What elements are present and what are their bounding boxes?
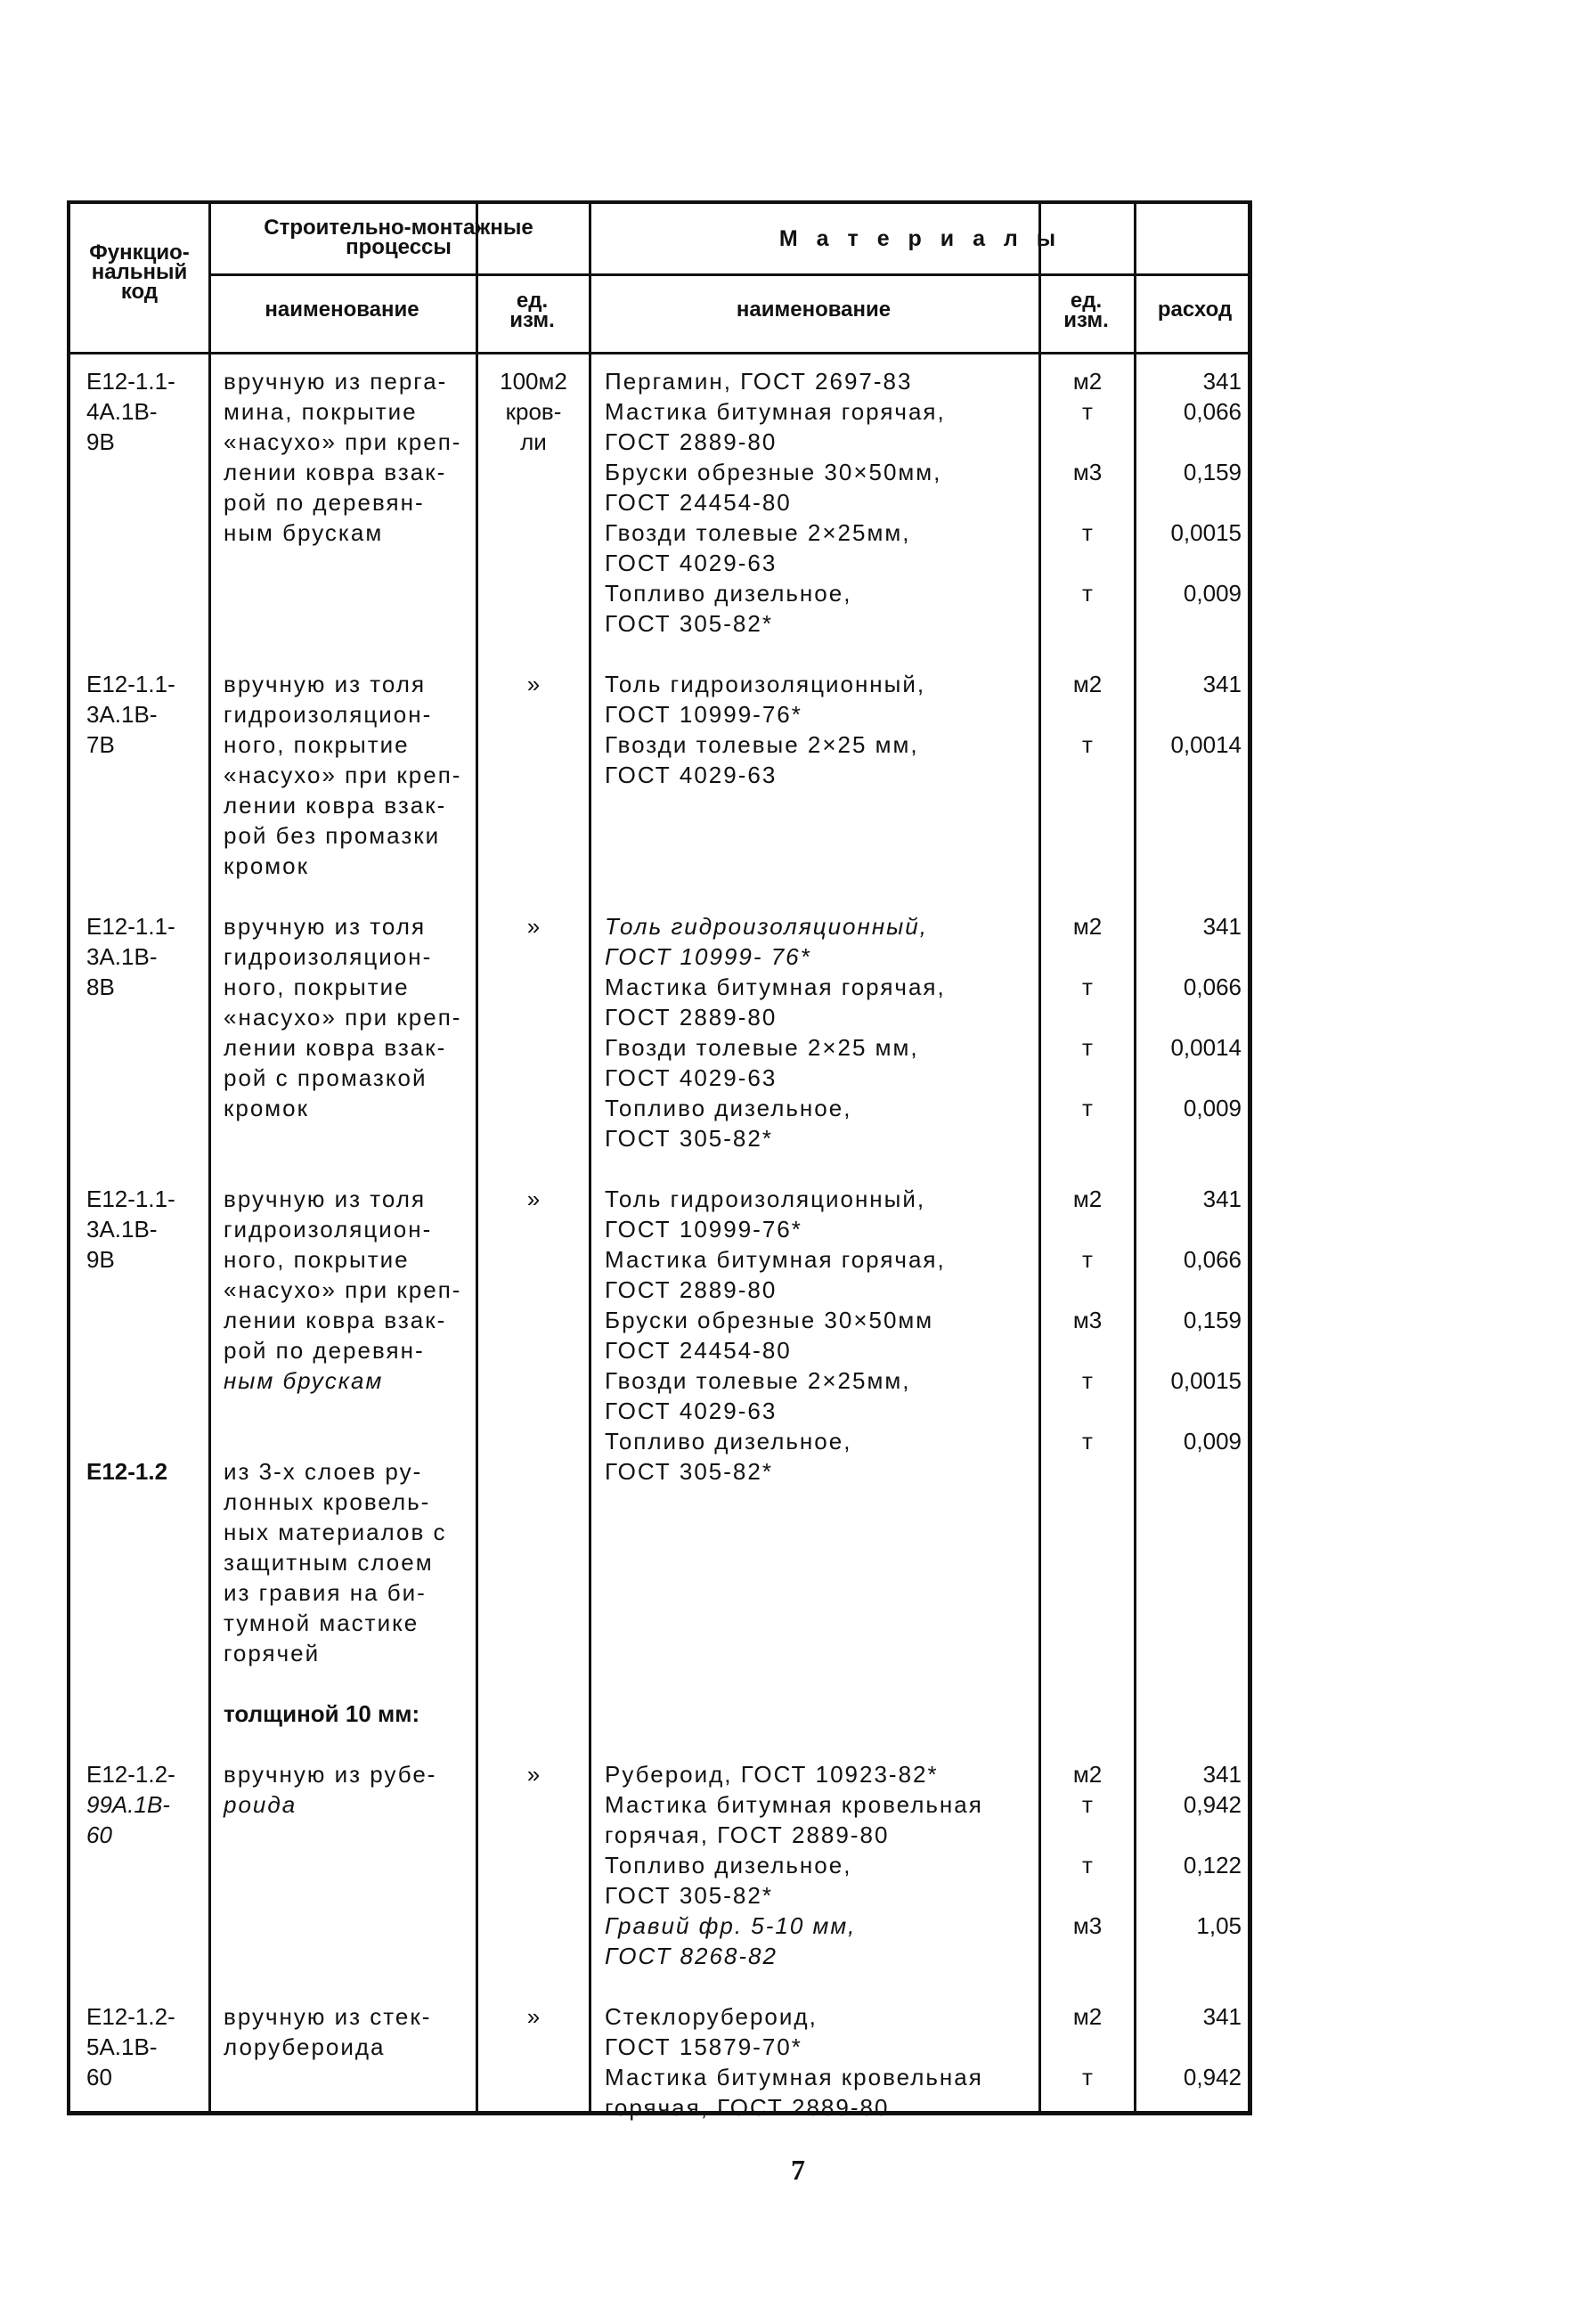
material-name: ГОСТ 24454-80 — [605, 489, 792, 516]
material-unit: т — [1082, 731, 1093, 758]
header-processes: Строительно-монтажные процессы — [264, 216, 533, 259]
material-rate: 0,009 — [1183, 580, 1242, 607]
row-code: Е12-1.2- — [86, 2003, 175, 2030]
material-unit: м3 — [1072, 459, 1103, 485]
header-bottom-rule — [70, 352, 1248, 354]
material-rate: 341 — [1202, 2003, 1242, 2030]
row-process-unit: » — [526, 913, 541, 940]
row-process: вручную из перга- — [224, 368, 448, 395]
material-name: ГОСТ 10999-76* — [605, 701, 802, 728]
material-name: ГОСТ 305-82* — [605, 610, 773, 637]
material-name: Рубероид, ГОСТ 10923-82* — [605, 1761, 939, 1788]
material-unit: т — [1082, 1791, 1093, 1818]
row-code: 4А.1В- — [86, 398, 158, 425]
material-name: ГОСТ 2889-80 — [605, 1004, 778, 1031]
page-number: 7 — [791, 2154, 805, 2186]
material-rate: 0,942 — [1183, 2064, 1242, 2090]
material-name: Бруски обрезные 30×50мм, — [605, 459, 942, 485]
row-process: «насухо» при креп- — [224, 1004, 462, 1031]
material-name: ГОСТ 2889-80 — [605, 428, 778, 455]
row-process: вручную из толя — [224, 913, 427, 940]
row-process: лорубероида — [224, 2033, 386, 2060]
row-code: Е12-1.1- — [86, 671, 175, 697]
row-process: тумной мастике — [224, 1609, 419, 1636]
row-process-unit: » — [526, 2003, 541, 2030]
material-name: Стеклорубероид, — [605, 2003, 818, 2030]
row-code: Е12-1.1- — [86, 913, 175, 940]
material-rate: 1,05 — [1196, 1912, 1242, 1939]
row-process: ного, покрытие — [224, 1246, 410, 1273]
row-process-unit: ли — [520, 428, 547, 455]
row-code: Е12-1.2 — [86, 1458, 168, 1485]
row-process: кромок — [224, 852, 310, 879]
material-name: ГОСТ 4029-63 — [605, 550, 778, 576]
material-name: ГОСТ 15879-70* — [605, 2033, 802, 2060]
material-name: ГОСТ 10999- 76* — [605, 943, 811, 970]
row-code: 5А.1В- — [86, 2033, 158, 2060]
material-rate: 341 — [1202, 1761, 1242, 1788]
row-process: ного, покрытие — [224, 731, 410, 758]
column-divider — [1038, 204, 1041, 2111]
column-divider — [208, 204, 211, 2111]
header-func-code: Функцио- нальный код — [89, 240, 190, 304]
material-unit: м3 — [1072, 1912, 1103, 1939]
row-process-unit: 100м2 — [500, 368, 567, 395]
material-name: Гравий фр. 5-10 мм, — [605, 1912, 857, 1939]
header-process-name: наименование — [265, 297, 419, 322]
material-unit: т — [1082, 1095, 1093, 1121]
material-rate: 0,009 — [1183, 1095, 1242, 1121]
material-unit: т — [1082, 974, 1093, 1000]
row-process: вручную из рубе- — [224, 1761, 437, 1788]
header-subdivider — [589, 273, 1252, 276]
row-process: мина, покрытие — [224, 398, 418, 425]
material-name: Мастика битумная горячая, — [605, 398, 946, 425]
material-name: Топливо дизельное, — [605, 1428, 852, 1455]
material-unit: м2 — [1072, 1186, 1103, 1212]
column-divider — [589, 204, 591, 2111]
material-unit: м2 — [1072, 1761, 1103, 1788]
row-process: лонных кровель- — [224, 1488, 431, 1515]
row-process: лении ковра взак- — [224, 459, 447, 485]
materials-table — [67, 200, 1252, 2121]
row-code: Е12-1.2- — [86, 1761, 175, 1788]
row-code: 9В — [86, 428, 115, 455]
row-code: 60 — [86, 1821, 112, 1848]
material-name: ГОСТ 8268-82 — [605, 1943, 778, 1969]
row-process: гидроизоляцион- — [224, 1216, 433, 1243]
row-process: гидроизоляцион- — [224, 701, 433, 728]
row-process: «насухо» при креп- — [224, 762, 462, 788]
material-rate: 341 — [1202, 1186, 1242, 1212]
material-name: ГОСТ 305-82* — [605, 1125, 773, 1152]
material-name: Топливо дизельное, — [605, 580, 852, 607]
material-unit: т — [1082, 519, 1093, 546]
row-process: «насухо» при креп- — [224, 1276, 462, 1303]
material-name: ГОСТ 10999-76* — [605, 1216, 802, 1243]
material-rate: 0,159 — [1183, 459, 1242, 485]
row-code: 7В — [86, 731, 115, 758]
material-unit: т — [1082, 580, 1093, 607]
row-process: гидроизоляцион- — [224, 943, 433, 970]
material-unit: т — [1082, 1246, 1093, 1273]
row-code: 3А.1В- — [86, 943, 158, 970]
row-process: вручную из толя — [224, 671, 427, 697]
material-unit: т — [1082, 1367, 1093, 1394]
row-process-unit: » — [526, 1186, 541, 1212]
row-process: лении ковра взак- — [224, 1307, 447, 1333]
material-unit: м2 — [1072, 368, 1103, 395]
column-divider — [1134, 204, 1136, 2111]
material-name: Гвозди толевые 2×25 мм, — [605, 1034, 919, 1061]
row-code: 99А.1В- — [86, 1791, 170, 1818]
material-unit: м2 — [1072, 2003, 1103, 2030]
row-process: рой по деревян- — [224, 1337, 425, 1364]
material-name: Пергамин, ГОСТ 2697-83 — [605, 368, 913, 395]
material-name: ГОСТ 4029-63 — [605, 762, 778, 788]
row-process: ным брускам — [224, 519, 384, 546]
material-name: Топливо дизельное, — [605, 1095, 852, 1121]
row-process: лении ковра взак- — [224, 1034, 447, 1061]
row-process: роида — [224, 1791, 297, 1818]
material-name: Мастика битумная горячая, — [605, 974, 946, 1000]
row-process: горячей — [224, 1640, 321, 1666]
row-code: 8В — [86, 974, 115, 1000]
row-process: толщиной 10 мм: — [224, 1700, 420, 1727]
material-name: Толь гидроизоляционный, — [605, 671, 926, 697]
row-code: 3А.1В- — [86, 1216, 158, 1243]
material-rate: 0,942 — [1183, 1791, 1242, 1818]
material-name: Гвозди толевые 2×25мм, — [605, 1367, 911, 1394]
material-name: ГОСТ 24454-80 — [605, 1337, 792, 1364]
material-rate: 0,122 — [1183, 1852, 1242, 1878]
row-code: 60 — [86, 2064, 112, 2090]
row-process: «насухо» при креп- — [224, 428, 462, 455]
header-materials: М а т е р и а л ы — [778, 226, 1063, 251]
header-material-name: наименование — [736, 297, 892, 322]
row-process: лении ковра взак- — [224, 792, 447, 819]
row-process: из гравия на би- — [224, 1579, 427, 1606]
material-unit: т — [1082, 1034, 1093, 1061]
material-rate: 0,0014 — [1170, 731, 1242, 758]
material-name: ГОСТ 305-82* — [605, 1882, 773, 1909]
header-subdivider — [208, 273, 589, 276]
row-code: 3А.1В- — [86, 701, 158, 728]
material-unit: м2 — [1072, 671, 1103, 697]
material-rate: 341 — [1202, 913, 1242, 940]
material-rate: 0,0015 — [1170, 1367, 1242, 1394]
material-unit: т — [1082, 398, 1093, 425]
material-rate: 0,066 — [1183, 974, 1242, 1000]
material-unit: м3 — [1072, 1307, 1103, 1333]
row-process-unit: » — [526, 1761, 541, 1788]
material-name: Толь гидроизоляционный, — [605, 913, 928, 940]
material-unit: т — [1082, 1852, 1093, 1878]
material-name: Гвозди толевые 2×25 мм, — [605, 731, 919, 758]
material-name: ГОСТ 4029-63 — [605, 1398, 778, 1424]
material-rate: 0,0014 — [1170, 1034, 1242, 1061]
row-process: рой по деревян- — [224, 489, 425, 516]
row-process: вручную из толя — [224, 1186, 427, 1212]
row-process: защитным слоем — [224, 1549, 434, 1576]
material-name: ГОСТ 4029-63 — [605, 1064, 778, 1091]
material-name: Мастика битумная кровельная — [605, 2064, 983, 2090]
material-rate: 0,066 — [1183, 1246, 1242, 1273]
material-name: ГОСТ 305-82* — [605, 1458, 773, 1485]
material-unit: т — [1082, 1428, 1093, 1455]
material-name: горячая, ГОСТ 2889-80 — [605, 2094, 890, 2121]
material-rate: 341 — [1202, 671, 1242, 697]
header-material-unit: ед. изм. — [1063, 289, 1109, 332]
material-unit: м2 — [1072, 913, 1103, 940]
material-name: Гвозди толевые 2×25мм, — [605, 519, 911, 546]
material-rate: 0,159 — [1183, 1307, 1242, 1333]
row-process: ных материалов с — [224, 1519, 447, 1545]
row-code: Е12-1.1- — [86, 1186, 175, 1212]
row-process: ным брускам — [224, 1367, 384, 1394]
header-rate: расход — [1157, 297, 1233, 322]
material-name: Бруски обрезные 30×50мм — [605, 1307, 934, 1333]
material-name: Мастика битумная кровельная — [605, 1791, 983, 1818]
material-name: Мастика битумная горячая, — [605, 1246, 946, 1273]
material-name: Топливо дизельное, — [605, 1852, 852, 1878]
row-process: вручную из стек- — [224, 2003, 432, 2030]
material-rate: 0,0015 — [1170, 519, 1242, 546]
material-name: Толь гидроизоляционный, — [605, 1186, 926, 1212]
row-code: 9В — [86, 1246, 115, 1273]
material-name: горячая, ГОСТ 2889-80 — [605, 1821, 890, 1848]
row-process: рой без промазки — [224, 822, 441, 849]
row-process: кромок — [224, 1095, 310, 1121]
row-process-unit: кров- — [505, 398, 562, 425]
header-process-unit: ед. изм. — [509, 289, 555, 332]
row-process: из 3-х слоев ру- — [224, 1458, 423, 1485]
material-rate: 0,066 — [1183, 398, 1242, 425]
row-code: Е12-1.1- — [86, 368, 175, 395]
material-name: ГОСТ 2889-80 — [605, 1276, 778, 1303]
row-process: рой с промазкой — [224, 1064, 428, 1091]
row-process: ного, покрытие — [224, 974, 410, 1000]
material-rate: 0,009 — [1183, 1428, 1242, 1455]
material-unit: т — [1082, 2064, 1093, 2090]
material-rate: 341 — [1202, 368, 1242, 395]
row-process-unit: » — [526, 671, 541, 697]
